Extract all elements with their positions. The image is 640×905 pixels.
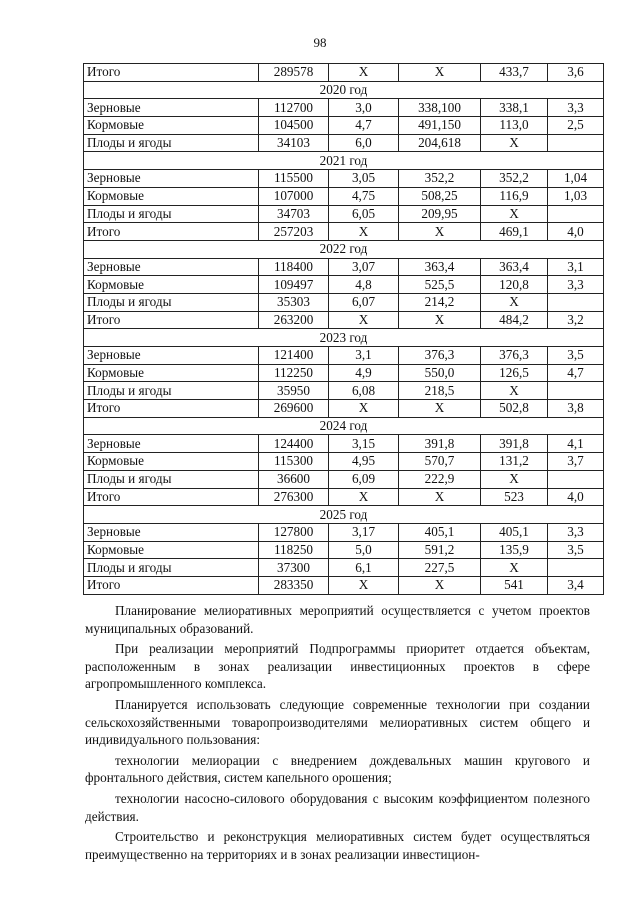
value-cell: Х [329, 64, 399, 82]
crop-name-cell: Плоды и ягоды [84, 470, 259, 488]
value-cell: 5,0 [329, 541, 399, 559]
value-cell: 35303 [259, 293, 329, 311]
value-cell: 4,95 [329, 453, 399, 471]
value-cell: 363,4 [481, 258, 548, 276]
value-cell: 2,5 [548, 117, 604, 135]
value-cell: 541 [481, 576, 548, 594]
value-cell: 3,8 [548, 400, 604, 418]
value-cell: 115300 [259, 453, 329, 471]
value-cell: 3,0 [329, 99, 399, 117]
value-cell: 1,03 [548, 187, 604, 205]
value-cell: 209,95 [399, 205, 481, 223]
value-cell: 135,9 [481, 541, 548, 559]
body-text [85, 602, 590, 866]
table-row [84, 382, 604, 400]
crop-name-cell: Плоды и ягоды [84, 382, 259, 400]
value-cell: 491,150 [399, 117, 481, 135]
value-cell: 218,5 [399, 382, 481, 400]
year-header-row [84, 329, 604, 347]
crop-name-cell: Итого [84, 576, 259, 594]
value-cell: Х [481, 382, 548, 400]
value-cell: 6,1 [329, 559, 399, 577]
value-cell: 525,5 [399, 276, 481, 294]
crop-name-cell: Плоды и ягоды [84, 559, 259, 577]
value-cell: 257203 [259, 223, 329, 241]
crop-name-cell: Итого [84, 311, 259, 329]
table-row [84, 435, 604, 453]
value-cell [548, 470, 604, 488]
table-row [84, 523, 604, 541]
year-header-row [84, 417, 604, 435]
table-row [84, 258, 604, 276]
value-cell: 126,5 [481, 364, 548, 382]
value-cell: 3,07 [329, 258, 399, 276]
value-cell: Х [481, 293, 548, 311]
value-cell: Х [399, 64, 481, 82]
value-cell: 131,2 [481, 453, 548, 471]
year-header-row [84, 240, 604, 258]
value-cell: 523 [481, 488, 548, 506]
value-cell: 1,04 [548, 170, 604, 188]
crop-name-cell: Итого [84, 64, 259, 82]
table-row [84, 134, 604, 152]
value-cell: 121400 [259, 347, 329, 365]
value-cell: 550,0 [399, 364, 481, 382]
value-cell [548, 205, 604, 223]
value-cell: 289578 [259, 64, 329, 82]
table-row [84, 470, 604, 488]
value-cell: 127800 [259, 523, 329, 541]
year-header-row [84, 81, 604, 99]
value-cell: 204,618 [399, 134, 481, 152]
paragraph: При реализации мероприятий Подпрограммы приоритет отдается объектам, расположенным в зонах реализации инвестиционных проектов в сфере агропромышленного комплекса. [85, 641, 590, 692]
value-cell: 4,0 [548, 223, 604, 241]
crop-name-cell: Плоды и ягоды [84, 205, 259, 223]
crop-name-cell: Кормовые [84, 364, 259, 382]
value-cell: 115500 [259, 170, 329, 188]
value-cell: Х [399, 400, 481, 418]
value-cell: 6,0 [329, 134, 399, 152]
value-cell: Х [481, 205, 548, 223]
value-cell: 391,8 [399, 435, 481, 453]
value-cell: Х [481, 470, 548, 488]
value-cell: 116,9 [481, 187, 548, 205]
year-header-row [84, 506, 604, 524]
value-cell: 107000 [259, 187, 329, 205]
paragraph: технологии насосно-силового оборудования с высоким коэффициентом полезного действия. [85, 790, 590, 824]
value-cell: 3,3 [548, 523, 604, 541]
value-cell: 4,7 [548, 364, 604, 382]
value-cell: 338,100 [399, 99, 481, 117]
value-cell: Х [399, 576, 481, 594]
value-cell: 34703 [259, 205, 329, 223]
value-cell: 433,7 [481, 64, 548, 82]
value-cell: 405,1 [399, 523, 481, 541]
crop-name-cell: Зерновые [84, 258, 259, 276]
table-row [84, 205, 604, 223]
value-cell [548, 293, 604, 311]
crop-name-cell: Итого [84, 488, 259, 506]
table-body [84, 64, 604, 595]
value-cell: 118400 [259, 258, 329, 276]
value-cell: 484,2 [481, 311, 548, 329]
table-row [84, 64, 604, 82]
value-cell [548, 134, 604, 152]
table-row [84, 170, 604, 188]
table-row [84, 187, 604, 205]
value-cell: 109497 [259, 276, 329, 294]
table-row [84, 400, 604, 418]
value-cell: 37300 [259, 559, 329, 577]
table-row [84, 453, 604, 471]
value-cell: 3,1 [329, 347, 399, 365]
value-cell: 36600 [259, 470, 329, 488]
value-cell: 269600 [259, 400, 329, 418]
paragraph: Строительство и реконструкция мелиоративных систем будет осуществляться преимущественно на территориях и в зонах реализации инвестицион- [85, 829, 590, 862]
value-cell: Х [481, 559, 548, 577]
value-cell: 3,17 [329, 523, 399, 541]
value-cell: 352,2 [399, 170, 481, 188]
value-cell: 283350 [259, 576, 329, 594]
value-cell: 502,8 [481, 400, 548, 418]
value-cell: 352,2 [481, 170, 548, 188]
table-row [84, 559, 604, 577]
value-cell: 120,8 [481, 276, 548, 294]
value-cell: 4,0 [548, 488, 604, 506]
value-cell: Х [399, 311, 481, 329]
value-cell: 6,08 [329, 382, 399, 400]
value-cell: Х [329, 311, 399, 329]
value-cell [548, 559, 604, 577]
value-cell: Х [329, 488, 399, 506]
table-row [84, 99, 604, 117]
value-cell: 508,25 [399, 187, 481, 205]
value-cell: 118250 [259, 541, 329, 559]
value-cell: 104500 [259, 117, 329, 135]
value-cell: 214,2 [399, 293, 481, 311]
crop-name-cell: Плоды и ягоды [84, 134, 259, 152]
value-cell: 591,2 [399, 541, 481, 559]
crop-name-cell: Итого [84, 223, 259, 241]
table-row [84, 293, 604, 311]
crop-name-cell: Итого [84, 400, 259, 418]
value-cell: 338,1 [481, 99, 548, 117]
crop-name-cell: Кормовые [84, 117, 259, 135]
value-cell: 34103 [259, 134, 329, 152]
value-cell: 222,9 [399, 470, 481, 488]
value-cell: 276300 [259, 488, 329, 506]
crop-name-cell: Зерновые [84, 435, 259, 453]
year-label: 2023 год [84, 329, 604, 347]
value-cell: 4,8 [329, 276, 399, 294]
table-row [84, 311, 604, 329]
value-cell: 263200 [259, 311, 329, 329]
value-cell: 6,07 [329, 293, 399, 311]
value-cell: Х [481, 134, 548, 152]
year-label: 2021 год [84, 152, 604, 170]
value-cell: 112700 [259, 99, 329, 117]
table-row [84, 276, 604, 294]
table-row [84, 347, 604, 365]
table-row [84, 576, 604, 594]
value-cell: 3,3 [548, 99, 604, 117]
value-cell: Х [329, 400, 399, 418]
paragraph: Планируется использовать следующие современные технологии при создании сельскохозяйственными товаропроизводителями мелиоративных систем общего и индивидуального пользования: [85, 696, 590, 748]
value-cell: 4,75 [329, 187, 399, 205]
value-cell: 570,7 [399, 453, 481, 471]
table-row [84, 364, 604, 382]
crop-name-cell: Кормовые [84, 453, 259, 471]
year-label: 2020 год [84, 81, 604, 99]
crop-name-cell: Кормовые [84, 276, 259, 294]
value-cell: 35950 [259, 382, 329, 400]
value-cell: 3,15 [329, 435, 399, 453]
value-cell: 376,3 [481, 347, 548, 365]
value-cell: 3,5 [548, 541, 604, 559]
value-cell: 227,5 [399, 559, 481, 577]
crop-name-cell: Зерновые [84, 347, 259, 365]
crop-name-cell: Кормовые [84, 187, 259, 205]
value-cell: Х [399, 488, 481, 506]
value-cell [548, 382, 604, 400]
table-row [84, 488, 604, 506]
crop-name-cell: Зерновые [84, 99, 259, 117]
crop-data-table [83, 63, 604, 595]
value-cell: 6,09 [329, 470, 399, 488]
value-cell: 3,6 [548, 64, 604, 82]
value-cell: 3,2 [548, 311, 604, 329]
value-cell: 3,7 [548, 453, 604, 471]
table-row [84, 223, 604, 241]
value-cell: Х [399, 223, 481, 241]
value-cell: 4,1 [548, 435, 604, 453]
value-cell: 469,1 [481, 223, 548, 241]
year-label: 2025 год [84, 506, 604, 524]
year-header-row [84, 152, 604, 170]
paragraph: технологии мелиорации с внедрением дождевальных машин кругового и фронтального действия, систем капельного орошения; [85, 752, 590, 786]
value-cell: 363,4 [399, 258, 481, 276]
value-cell: 3,05 [329, 170, 399, 188]
crop-name-cell: Зерновые [84, 523, 259, 541]
crop-name-cell: Зерновые [84, 170, 259, 188]
crop-name-cell: Плоды и ягоды [84, 293, 259, 311]
value-cell: 391,8 [481, 435, 548, 453]
value-cell: 112250 [259, 364, 329, 382]
value-cell: 3,1 [548, 258, 604, 276]
value-cell: 3,4 [548, 576, 604, 594]
value-cell: 124400 [259, 435, 329, 453]
crop-name-cell: Кормовые [84, 541, 259, 559]
year-label: 2022 год [84, 240, 604, 258]
value-cell: 4,9 [329, 364, 399, 382]
page-number: 98 [313, 35, 327, 50]
value-cell: 3,3 [548, 276, 604, 294]
value-cell: 113,0 [481, 117, 548, 135]
table-row [84, 541, 604, 559]
value-cell: 4,7 [329, 117, 399, 135]
value-cell: 3,5 [548, 347, 604, 365]
value-cell: Х [329, 576, 399, 594]
value-cell: 405,1 [481, 523, 548, 541]
table-row [84, 117, 604, 135]
paragraph: Планирование мелиоративных мероприятий осуществляется с учетом проектов муниципальных образований. [85, 603, 590, 636]
year-label: 2024 год [84, 417, 604, 435]
value-cell: Х [329, 223, 399, 241]
value-cell: 376,3 [399, 347, 481, 365]
value-cell: 6,05 [329, 205, 399, 223]
